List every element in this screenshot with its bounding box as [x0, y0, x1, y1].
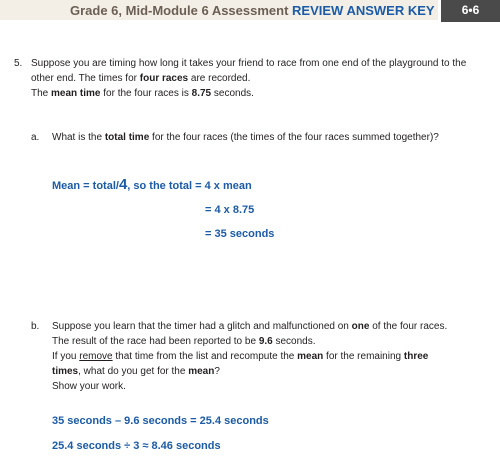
part-a-q-bold: total time	[104, 132, 150, 143]
page-header	[0, 0, 500, 22]
part-a-q-post: for the four races (the times of the four races summed together)?	[149, 132, 439, 143]
question-mean-time: mean time	[51, 88, 101, 99]
question-line2-end: seconds.	[211, 88, 254, 99]
part-b-s3-end: ?	[214, 366, 220, 377]
part-a-answer-mean	[52, 176, 252, 193]
module-badge: 6•6	[441, 0, 500, 22]
part-b-s3-bold1: mean	[297, 351, 324, 362]
question-line1: Suppose you are timing how long it takes your friend to race from one end of the playground to the other end. The times for	[31, 58, 467, 84]
part-b-s1-pre: Suppose you learn that the timer had a glitch and malfunctioned on	[52, 321, 352, 332]
question-number: 5.	[14, 58, 23, 69]
part-b-s1-post: of the four races.	[369, 321, 448, 332]
part-b-s3-mid: that time from the list and recompute the	[112, 351, 298, 362]
part-a-answer-mean-post: , so the total = 4 x mean	[127, 180, 252, 192]
part-b-s2-post: seconds.	[272, 336, 316, 347]
part-b-question	[52, 319, 472, 394]
part-b-s3-mid2: for the remaining	[323, 351, 404, 362]
question-four-races: four races	[139, 73, 189, 84]
part-a-answer-mean-pre: Mean = total/	[52, 180, 119, 192]
part-b-s4: Show your work.	[52, 381, 126, 392]
question-line2-post: for the four races is	[100, 88, 192, 99]
part-a-answer-multiply: = 4 x 8.75	[205, 204, 255, 216]
header-title	[70, 3, 435, 18]
part-b-answer-subtract: 35 seconds – 9.6 seconds = 25.4 seconds	[52, 415, 269, 427]
header-title-key: REVIEW ANSWER KEY	[292, 3, 435, 18]
question-text	[31, 56, 476, 101]
part-b-answer-divide: 25.4 seconds ÷ 3 ≈ 8.46 seconds	[52, 440, 221, 452]
part-a-answer-total: = 35 seconds	[205, 228, 275, 240]
header-title-text: Grade 6, Mid-Module 6 Assessment	[70, 3, 293, 18]
part-b-s3-bold2: three	[403, 351, 429, 362]
part-b-s3-pre: If you	[52, 351, 80, 362]
part-b-s2-pre: The result of the race had been reported to be	[52, 336, 259, 347]
part-b-s3-underline: remove	[79, 351, 113, 362]
part-b-s1-bold: one	[351, 321, 370, 332]
part-a-q-pre: What is the	[52, 132, 105, 143]
part-b-s3-bold4: mean	[188, 366, 215, 377]
part-b-s2-bold: 9.6	[258, 336, 273, 347]
question-mean-value: 8.75	[191, 88, 212, 99]
part-a-answer-mean-big: 4	[118, 176, 128, 193]
part-b-s3-post: , what do you get for the	[78, 366, 189, 377]
question-line2-pre: The	[31, 88, 52, 99]
part-b-s3-bold3: times	[52, 366, 79, 377]
part-a-question	[52, 130, 439, 145]
part-a-letter: a.	[31, 132, 40, 143]
part-b-letter: b.	[31, 321, 40, 332]
question-line1-end: are recorded.	[188, 73, 251, 84]
